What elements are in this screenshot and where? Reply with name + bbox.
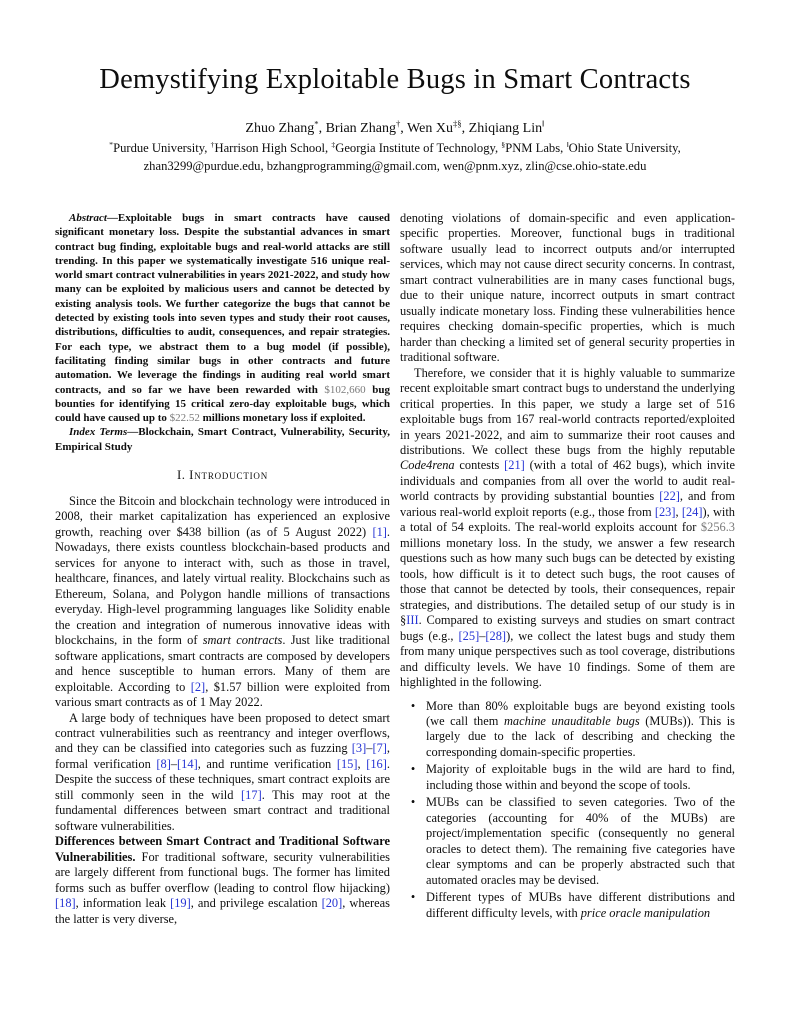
- differences-paragraph: [55, 834, 390, 927]
- index-terms-paragraph: [55, 425, 390, 454]
- citation-link[interactable]: [8]: [156, 756, 171, 771]
- authors-line: [55, 120, 735, 138]
- text-segment: ,: [357, 756, 367, 771]
- text-segment: , whereas the latter is very diverse,: [55, 896, 390, 926]
- text-segment: ‖: [566, 140, 569, 150]
- citation-link[interactable]: [25]: [458, 628, 480, 643]
- text-segment: Majority of exploitable bugs in the wild are hard to find, including those within and beyond the scope of tools.: [426, 762, 735, 792]
- therefore-paragraph: [400, 366, 735, 691]
- text-segment: ‖: [542, 118, 545, 129]
- list-item-text: [420, 890, 735, 921]
- list-item: [400, 762, 735, 793]
- bullet-icon: •: [410, 698, 416, 713]
- list-item: [400, 795, 735, 888]
- text-segment: , and from various real-world exploit reports (e.g., those from: [400, 489, 735, 519]
- text-segment: ), we collect the latest bugs and study them from many unique perspectives such as tool coverage, distributions and difficulty levels. We have 10 findings. Some of them are highlighted in the following.: [400, 628, 736, 690]
- text-segment: . Just like traditional software applications, smart contracts are composed by developers and hence susceptible to human errors. Many of them are exploitable. According to: [55, 633, 390, 694]
- text-segment: †: [395, 118, 401, 129]
- text-segment: . Nowadays, there exists countless blockchain-based products and services for anyone to interact with, such as those in travel, healthcare, finances, and lately virtual reality. Blockchains such as Ethereum, Solana, and Polygon handle millions of transactions everyday. High-level programming languages like Solidity enable the creation and integration of numerous innovative ideas with blockchains, in the form of: [55, 524, 390, 648]
- text-segment: †: [210, 140, 215, 150]
- text-segment: machine unauditable bugs: [503, 713, 640, 728]
- citation-link[interactable]: [28]: [485, 628, 507, 643]
- citation-link[interactable]: [23]: [654, 504, 676, 519]
- two-column-body: [55, 211, 735, 927]
- list-item-text: [420, 795, 735, 888]
- text-segment: Therefore, we consider that it is highly valuable to summarize recent exploitable smart contract bugs to understand the underlying critical properties. In this paper, we study a large set of 516 exploitable bugs from 167 real-world contracts reported/exploited in years 2021-2022, and aim to summarize their root causes and distributions. We collect these bugs from the highly reputable: [400, 365, 735, 458]
- text-segment: , Zhiqiang Lin: [461, 120, 543, 136]
- text-segment: , $1.57 billion were exploited from various smart contracts as of 1 May 2022.: [55, 679, 390, 710]
- text-segment: , and privilege escalation: [190, 896, 322, 911]
- list-item: [400, 699, 735, 761]
- text-segment: Introduction: [189, 468, 269, 483]
- paper-title: Demystifying Exploitable Bugs in Smart Contracts: [99, 64, 691, 95]
- citation-link[interactable]: [24]: [681, 504, 703, 519]
- citation-link[interactable]: III: [406, 613, 419, 628]
- text-segment: *: [314, 118, 319, 129]
- text-segment: $102,660: [324, 383, 366, 396]
- text-segment: PNM Labs,: [505, 141, 567, 156]
- text-segment: smart contracts: [202, 633, 283, 648]
- bullet-icon: •: [410, 795, 416, 810]
- citation-link[interactable]: [15]: [336, 756, 358, 771]
- text-segment: ,: [675, 504, 682, 519]
- text-segment: contests: [454, 458, 505, 473]
- text-segment: Differences between Smart Contract and Traditional Software Vulnerabilities.: [55, 834, 390, 864]
- citation-link[interactable]: [16]: [366, 756, 387, 771]
- text-segment: millions monetary loss. In the study, we answer a few research questions such as how many such bugs can be detected by existing tools, how difficult is it to detect such bugs, the root causes of those that cannot be detected by tools, their consequences, repair strategies, and distributions. The detailed setup of our study is in §: [400, 535, 735, 628]
- text-segment: Different types of MUBs have different distributions and different difficulty levels, with: [426, 890, 735, 920]
- text-segment: –: [479, 628, 486, 643]
- bullet-icon: •: [410, 762, 416, 777]
- citation-link[interactable]: [17]: [241, 787, 262, 802]
- emails-line: zhan3299@purdue.edu, bzhangprogramming@gmail.com, wen@pnm.xyz, zlin@cse.ohio-state.edu: [143, 158, 647, 173]
- text-segment: ), with a total of 54 exploits. The real-world exploits account for: [400, 504, 735, 535]
- text-segment: A large body of techniques have been proposed to detect smart contract vulnerabilities such as reentrancy and integer overflows, and they can be classified into categories such as fuzzing: [55, 710, 390, 756]
- section-heading-introduction: [55, 468, 390, 484]
- text-segment: Index Terms: [69, 426, 128, 439]
- bullet-icon: •: [410, 890, 416, 905]
- list-item-text: [420, 699, 735, 761]
- abstract-paragraph: [55, 211, 390, 425]
- text-segment: Code4rena: [400, 458, 455, 473]
- text-segment: , and runtime verification: [197, 756, 337, 771]
- text-segment: ‡: [331, 140, 336, 150]
- text-segment: MUBs can be classified to seven categories. Two of the categories (accounting for 40% of the MUBs) are project/implementation specific (consequently no general oracles to detect them). The remaining five categories have clear symptoms and can be properly abstracted such that automated oracles may be devised.: [426, 795, 735, 887]
- affiliations-line: [55, 140, 735, 156]
- text-segment: More than 80% exploitable bugs are beyond existing tools (we call them: [426, 698, 735, 728]
- text-segment: Harrison High School,: [214, 141, 332, 156]
- text-segment: —Blockchain, Smart Contract, Vulnerability, Security, Empirical Study: [55, 426, 390, 453]
- text-segment: denoting violations of domain-specific and even application-specific properties. Moreover, functional bugs in traditional software usually lead to incorrect outputs and/or interrupted services, which may not cause direct security concerns. In contrast, smart contract vulnerabilities are in many cases functional bugs, due to their unique nature, incorrect outputs in smart contract usually indicate monetary loss. Finding these vulnerabilities hence requires checking domain-specific properties, which is much harder than checking a limited set of general security properties in traditional software.: [400, 210, 735, 365]
- text-segment: (with a total of 462 bugs), which invite individuals and companies from all over the world to audit real-world contracts by providing substantial bounties: [400, 458, 735, 504]
- text-segment: –: [170, 756, 178, 771]
- text-segment: , formal verification: [55, 741, 390, 771]
- text-segment: , Brian Zhang: [318, 120, 396, 136]
- text-segment: . This may root at the fundamental differences between smart contract and traditional software vulnerabilities.: [55, 787, 391, 833]
- text-segment: Since the Bitcoin and blockchain technology were introduced in 2008, their market capitalization has experienced an explosive growth, reaching over $438 billion (as of 5 August 2022): [55, 493, 390, 539]
- citation-link[interactable]: [20]: [321, 896, 343, 911]
- continuation-paragraph: [400, 211, 735, 366]
- text-segment: ‡§: [452, 118, 462, 129]
- list-item-text: [420, 762, 735, 793]
- text-segment: Purdue University,: [113, 141, 211, 156]
- right-column: [400, 211, 735, 927]
- text-segment: . Compared to existing surveys and studies on smart contract bugs (e.g.,: [400, 613, 735, 643]
- intro-paragraph-1: [55, 494, 390, 711]
- citation-link[interactable]: [2]: [190, 679, 206, 694]
- text-segment: Georgia Institute of Technology,: [335, 141, 502, 156]
- text-segment: (MUBs)). This is largely due to the lack of describing and checking the corresponding domain-specific properties.: [426, 713, 736, 759]
- citation-link[interactable]: [3]: [351, 741, 367, 756]
- citation-link[interactable]: [22]: [659, 489, 680, 504]
- text-segment: —Exploitable bugs in smart contracts have caused significant monetary loss. Despite the substantial advances in smart contract bug finding, exploitable bugs and real-world attacks are still trending. In this paper we systematically investigate 516 unique real-world smart contract vulnerabilities in years 2021-2022, and study how many can be exploited by malicious users and cannot be detected by existing analysis tools. We further categorize the bugs that cannot be detected by existing tools into seven types and study their root causes, distributions, difficulties to audit, consequences, and repair strategies. For each type, we abstract them to a bug model (if possible), facilitating finding similar bugs in other contracts and future automation. We leverage the findings in auditing real world smart contracts, and so far we have been rewarded with: [55, 211, 390, 396]
- text-segment: $22.52: [169, 412, 200, 425]
- citation-link[interactable]: [21]: [504, 458, 525, 473]
- text-segment: §: [501, 140, 506, 150]
- findings-list: [400, 699, 735, 922]
- citation-link[interactable]: [14]: [177, 756, 198, 771]
- citation-link[interactable]: [7]: [372, 741, 387, 756]
- text-segment: millions monetary loss if exploited.: [199, 412, 366, 425]
- text-segment: $256.3: [700, 520, 735, 535]
- text-segment: Zhuo Zhang: [245, 120, 315, 136]
- text-segment: bug bounties for identifying 15 critical zero-day exploitable bugs, which could have caused up to: [55, 383, 390, 425]
- citation-link[interactable]: [18]: [55, 896, 76, 911]
- text-segment: . Despite the success of these techniques, smart contract exploits are still commonly seen in the wild: [55, 756, 390, 802]
- text-segment: price oracle manipulation: [580, 905, 711, 920]
- text-segment: –: [366, 741, 373, 756]
- citation-link[interactable]: [19]: [170, 896, 191, 911]
- citation-link[interactable]: [1]: [372, 524, 387, 539]
- list-item: [400, 890, 735, 921]
- intro-paragraph-2: [55, 711, 390, 835]
- text-segment: , information leak: [75, 896, 171, 911]
- text-segment: Ohio State University,: [568, 141, 681, 156]
- left-column: [55, 211, 390, 927]
- text-segment: *: [109, 140, 114, 150]
- text-segment: I.: [176, 468, 190, 483]
- text-segment: For traditional software, security vulnerabilities are largely different from functional bugs. The former has limited forms such as buffer overflow (leading to control flow hijacking): [55, 849, 390, 895]
- text-segment: , Wen Xu: [400, 120, 453, 136]
- text-segment: Abstract: [69, 211, 107, 224]
